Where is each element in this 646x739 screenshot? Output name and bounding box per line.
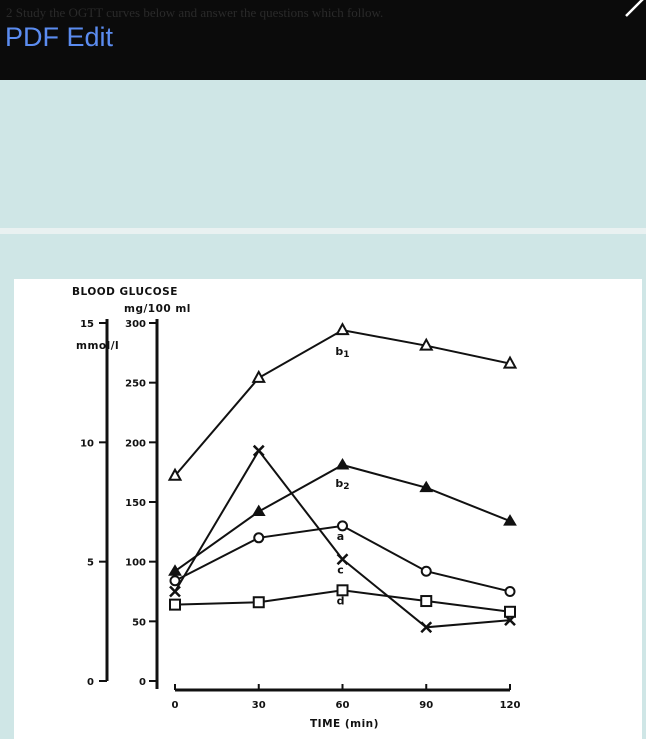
data-point-d [505, 607, 515, 617]
y-tick-label: 150 [125, 498, 146, 509]
data-point-b2 [337, 459, 349, 469]
y-tick-label: 50 [132, 617, 146, 629]
question-text: 2 Study the OGTT curves below and answer the questions which follow. [6, 5, 384, 20]
x-tick-label: 90 [419, 700, 434, 711]
data-point-d [421, 596, 431, 606]
chart-series-labels [335, 345, 349, 607]
y-tick-label: 200 [125, 438, 146, 450]
figure-image [14, 279, 642, 739]
x-axis-label: TIME (min) [310, 718, 379, 730]
y2-axis-label: mmol/l [76, 340, 120, 352]
x-tick-label: 60 [335, 700, 350, 711]
data-point-b1 [505, 358, 516, 368]
y-axis-label: mg/100 ml [124, 303, 191, 315]
data-point-d [254, 597, 264, 607]
data-point-b1 [421, 340, 432, 350]
y-tick-label: 250 [125, 378, 146, 390]
x-tick-label: 0 [171, 700, 179, 711]
chart-axes [107, 319, 510, 690]
series-label-c: c [337, 563, 344, 577]
data-point-b1 [337, 324, 348, 334]
data-point-c [254, 446, 264, 456]
y-tick-label: 100 [125, 557, 146, 569]
data-point-a [506, 587, 515, 596]
data-point-a [171, 576, 180, 585]
chart-ticks [80, 319, 520, 711]
app-title[interactable]: PDF Edit [5, 22, 114, 52]
y2-tick-label: 5 [87, 557, 94, 569]
x-tick-label: 30 [251, 700, 266, 711]
data-point-b2 [169, 565, 181, 575]
y-tick-label: 0 [139, 677, 146, 688]
series-label-sub-b1: 1 [343, 350, 350, 361]
series-label-d: d [336, 594, 345, 608]
ogtt-chart [14, 279, 642, 739]
data-point-c [170, 587, 180, 597]
x-tick-label: 120 [499, 700, 521, 711]
data-point-a [422, 567, 431, 576]
y2-tick-label: 10 [80, 438, 94, 450]
data-point-b2 [253, 506, 265, 516]
series-label-sub-b2: 2 [343, 482, 350, 493]
data-point-b1 [253, 372, 264, 382]
series-label-a: a [336, 529, 345, 543]
series-label-b2: b2 [335, 477, 350, 493]
y2-tick-label: 15 [80, 319, 94, 330]
top-bar [0, 0, 646, 80]
series-label-b1: b1 [335, 345, 350, 361]
divider [0, 228, 646, 234]
close-icon[interactable] [624, 0, 646, 18]
chart-title: BLOOD GLUCOSE [72, 286, 178, 298]
data-point-d [170, 600, 180, 610]
y-tick-label: 300 [125, 319, 146, 330]
data-point-a [254, 533, 263, 542]
y2-tick-label: 0 [87, 677, 94, 688]
